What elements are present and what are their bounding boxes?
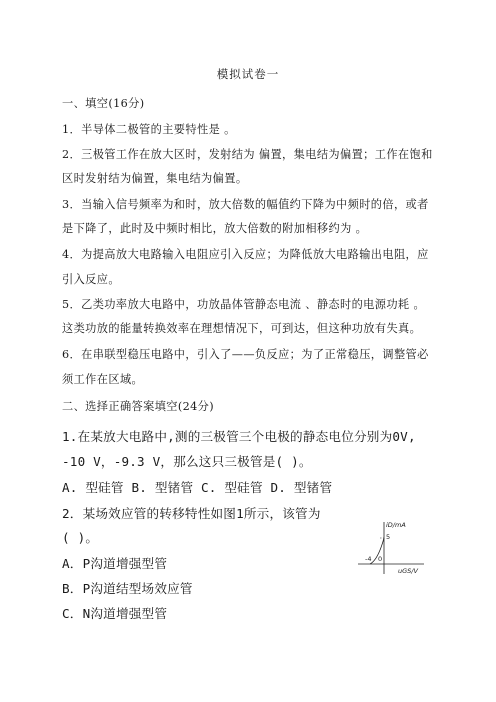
tick-label-zero: 0 <box>378 555 383 563</box>
section1-line: 1．半导体二极管的主要特性是 。 <box>62 123 236 136</box>
option-a: A．P沟道增强型管 <box>62 556 168 571</box>
section2-heading: 二、选择正确答案填空(24分) <box>62 400 215 413</box>
question-line: 1.在某放大电路中,测的三极管三个电极的静态电位分别为0V, <box>62 429 416 444</box>
transfer-characteristic-figure <box>356 518 426 576</box>
section1-line: 2．三极管工作在放大区时，发射结为 偏置，集电结为偏置；工作在饱和 <box>62 148 433 161</box>
question-line: -10 V，-9.3 V，那么这只三极管是( )。 <box>62 454 312 469</box>
option-b: B．P沟道结型场效应管 <box>62 581 193 596</box>
section1-line: 引入反应。 <box>62 273 120 286</box>
section1-line: 3．当输入信号频率为和时，放大倍数的幅值约下降为中频时的倍，或者 <box>62 198 429 211</box>
section1-line: 这类功放的能量转换效率在理想情况下，可到达，但这种功放有失真。 <box>62 322 422 335</box>
section1-line: 6．在串联型稳压电路中，引入了——负反应；为了正常稳压，调整管必 <box>62 348 429 361</box>
section1-heading: 一、填空(16分) <box>62 97 145 110</box>
value-label: 5 <box>386 533 391 541</box>
tick-label-neg: -4 <box>365 555 372 563</box>
x-axis-label: uGS/V <box>398 567 418 575</box>
section1-line: 须工作在区域。 <box>62 373 144 386</box>
option-c: C．N沟道增强型管 <box>62 606 168 621</box>
section1-line: 5．乙类功率放大电路中，功放晶体管静态电流 、静态时的电源功耗 。 <box>62 298 426 311</box>
options-line: A. 型硅管 B. 型锗管 C. 型硅管 D. 型锗管 <box>62 480 333 495</box>
page-title: 模拟试卷一 <box>216 67 280 81</box>
section1-line: 是下降了，此时及中频时相比，放大倍数的附加相移约为 。 <box>62 222 368 235</box>
question-line: ( )。 <box>62 530 99 545</box>
question-line: 2．某场效应管的转移特性如图1所示，该管为 <box>62 506 321 521</box>
section1-line: 4．为提高放大电路输入电阻应引入反应；为降低放大电路输出电阻，应 <box>62 248 429 261</box>
section1-line: 区时发射结为偏置，集电结为偏置。 <box>62 172 248 185</box>
y-axis-label: iD/mA <box>386 521 406 529</box>
